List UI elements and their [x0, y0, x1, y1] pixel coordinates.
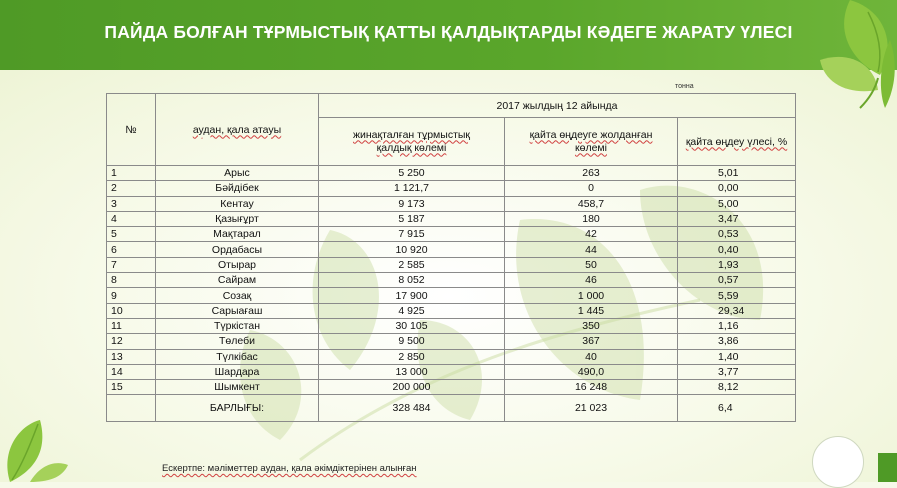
collected-volume: 9 500 [319, 334, 505, 349]
header-recycled-volume [505, 118, 678, 166]
table-row [107, 211, 796, 226]
header-recycling-share-text: қайта өңдеу үлесі, % [685, 135, 788, 148]
row-number: 5 [107, 227, 156, 242]
district-name: Төлеби [156, 334, 319, 349]
table-row [107, 334, 796, 349]
page-title: ПАЙДА БОЛҒАН ТҰРМЫСТЫҚ ҚАТТЫ ҚАЛДЫҚТАРДЫ КӘДЕГЕ ЖАРАТУ ҮЛЕСІ [104, 22, 793, 42]
footnote [162, 463, 417, 474]
district-name: Ордабасы [156, 242, 319, 257]
row-number: 4 [107, 211, 156, 226]
recycled-volume: 50 [505, 257, 678, 272]
district-name: Түлкібас [156, 349, 319, 364]
table-row [107, 273, 796, 288]
district-name: Кентау [156, 196, 319, 211]
recycled-volume: 16 248 [505, 380, 678, 395]
recycled-volume: 1 000 [505, 288, 678, 303]
collected-volume: 200 000 [319, 380, 505, 395]
row-number: 3 [107, 196, 156, 211]
table-row [107, 257, 796, 272]
recycling-share: 0,53 [678, 227, 796, 242]
recycling-share: 5,59 [678, 288, 796, 303]
recycled-volume: 458,7 [505, 196, 678, 211]
collected-volume: 17 900 [319, 288, 505, 303]
recycling-share: 3,77 [678, 364, 796, 379]
collected-volume: 9 173 [319, 196, 505, 211]
row-number: 8 [107, 273, 156, 288]
row-number: 13 [107, 349, 156, 364]
corner-square-decoration [878, 453, 897, 482]
total-row [107, 395, 796, 422]
recycling-share: 1,93 [678, 257, 796, 272]
recycling-share: 0,40 [678, 242, 796, 257]
table-row [107, 318, 796, 333]
top-right-leaves-icon [790, 0, 897, 110]
row-number: 15 [107, 380, 156, 395]
header-recycling-share [678, 118, 796, 166]
waste-recycling-table [106, 93, 796, 422]
row-number: 2 [107, 181, 156, 196]
collected-volume: 10 920 [319, 242, 505, 257]
district-name: Отырар [156, 257, 319, 272]
district-name: Шардара [156, 364, 319, 379]
total-number-cell [107, 395, 156, 422]
row-number: 7 [107, 257, 156, 272]
collected-volume: 7 915 [319, 227, 505, 242]
row-number: 14 [107, 364, 156, 379]
total-recycled: 21 023 [505, 395, 678, 422]
recycling-share: 5,01 [678, 166, 796, 181]
district-name: Шымкент [156, 380, 319, 395]
row-number: 9 [107, 288, 156, 303]
table-row [107, 288, 796, 303]
header-recycled-volume-text: қайта өңдеуге жолданған көлемі [529, 128, 653, 154]
district-name: Созақ [156, 288, 319, 303]
header-district-name [156, 94, 319, 166]
row-number: 6 [107, 242, 156, 257]
district-name: Сайрам [156, 273, 319, 288]
total-share: 6,4 [678, 395, 796, 422]
district-name: Мақтарал [156, 227, 319, 242]
recycled-volume: 42 [505, 227, 678, 242]
table-row [107, 242, 796, 257]
table-row [107, 166, 796, 181]
recycling-share: 1,40 [678, 349, 796, 364]
district-name: Сарыағаш [156, 303, 319, 318]
table-row [107, 349, 796, 364]
recycling-share: 5,00 [678, 196, 796, 211]
collected-volume: 4 925 [319, 303, 505, 318]
recycling-share: 0,00 [678, 181, 796, 196]
collected-volume: 30 105 [319, 318, 505, 333]
table-row [107, 380, 796, 395]
row-number: 10 [107, 303, 156, 318]
recycled-volume: 367 [505, 334, 678, 349]
row-number: 12 [107, 334, 156, 349]
recycling-share: 3,47 [678, 211, 796, 226]
collected-volume: 13 000 [319, 364, 505, 379]
table-row [107, 181, 796, 196]
recycled-volume: 350 [505, 318, 678, 333]
total-label: БАРЛЫҒЫ: [156, 395, 319, 422]
total-collected: 328 484 [319, 395, 505, 422]
recycled-volume: 46 [505, 273, 678, 288]
header-collected-volume-text: жинақталған тұрмыстық қалдық көлемі [352, 128, 471, 154]
recycled-volume: 40 [505, 349, 678, 364]
district-name: Арыс [156, 166, 319, 181]
footnote-text: Ескертпе: мәліметтер аудан, қала әкімдіктерінен алынған [162, 463, 417, 474]
collected-volume: 5 250 [319, 166, 505, 181]
collected-volume: 5 187 [319, 211, 505, 226]
collected-volume: 1 121,7 [319, 181, 505, 196]
district-name: Түркістан [156, 318, 319, 333]
row-number: 11 [107, 318, 156, 333]
table-row [107, 303, 796, 318]
collected-volume: 2 850 [319, 349, 505, 364]
decorative-circle [812, 436, 864, 488]
district-name: Қазығұрт [156, 211, 319, 226]
recycling-share: 3,86 [678, 334, 796, 349]
recycling-share: 1,16 [678, 318, 796, 333]
header-collected-volume [319, 118, 505, 166]
recycled-volume: 44 [505, 242, 678, 257]
recycled-volume: 0 [505, 181, 678, 196]
recycling-share: 8,12 [678, 380, 796, 395]
recycling-share: 0,57 [678, 273, 796, 288]
recycled-volume: 180 [505, 211, 678, 226]
table-row [107, 364, 796, 379]
collected-volume: 8 052 [319, 273, 505, 288]
table-row [107, 227, 796, 242]
table-row [107, 196, 796, 211]
district-name: Бәйдібек [156, 181, 319, 196]
unit-label: тонна [675, 83, 694, 90]
collected-volume: 2 585 [319, 257, 505, 272]
recycling-share: 29,34 [678, 303, 796, 318]
recycled-volume: 1 445 [505, 303, 678, 318]
header-period: 2017 жылдың 12 айында [319, 94, 796, 118]
row-number: 1 [107, 166, 156, 181]
recycled-volume: 263 [505, 166, 678, 181]
bottom-left-leaves-icon [0, 410, 70, 482]
header-number: № [107, 94, 156, 166]
header-district-name-text: аудан, қала атауы [192, 123, 282, 136]
recycled-volume: 490,0 [505, 364, 678, 379]
